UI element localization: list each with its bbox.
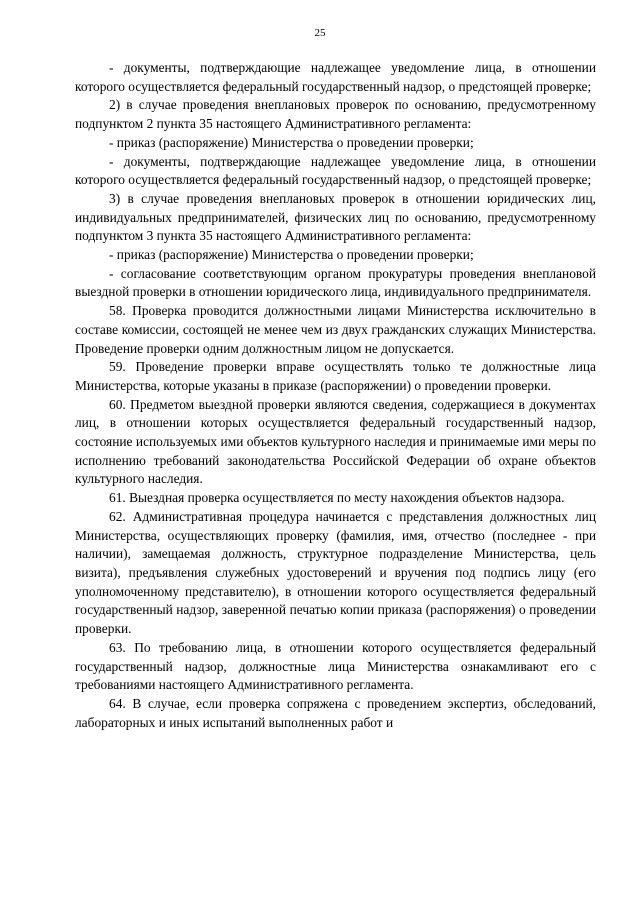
paragraph-case-2-unscheduled: 2) в случае проведения внеплановых проверок по основанию, предусмотренному подпунктом 2 пункта 35 настоящего Административного регламента: (75, 97, 596, 132)
paragraph-case-3-unscheduled: 3) в случае проведения внеплановых проверок в отношении юридических лиц, индивидуальных предпринимателей, физических лиц по основанию, предусмотренному подпунктом 3 пункта 35 настоящего Административного регламента: (75, 190, 596, 244)
paragraph-61: 61. Выездная проверка осуществляется по месту нахождения объектов надзора. (109, 490, 565, 506)
paragraph-notification-documents-1: - документы, подтверждающие надлежащее уведомление лица, в отношении которого осуществляется федеральный государственный надзор, о предстоящей проверке; (75, 60, 596, 94)
paragraph-58: 58. Проверка проводится должностными лицами Министерства исключительно в составе комиссии, состоящей не менее чем из двух гражданских служащих Министерства. Проведение проверки одним должностным лицом не допускается. (75, 303, 596, 356)
page-number: 25 (314, 27, 326, 39)
paragraph-60: 60. Предметом выездной проверки являются сведения, содержащиеся в документах лиц, в отношении которых осуществляется федеральный государственный надзор, состояние используемых ими объектов культурного наследия и принимаемые ими меры по исполнению требований законодательства Российской Федерации об охране объектов культурного наследия. (75, 396, 596, 487)
paragraph-order-2: - приказ (распоряжение) Министерства о проведении проверки; (109, 247, 474, 263)
paragraph-notification-documents-2: - документы, подтверждающие надлежащее уведомление лица, в отношении которого осуществляется федеральный государственный надзор, о предстоящей проверке; (75, 153, 596, 188)
paragraph-prosecutor-approval: - согласование соответствующим органом прокуратуры проведения внеплановой выездной проверки в отношении юридического лица, индивидуального предпринимателя. (75, 265, 596, 300)
paragraph-62: 62. Административная процедура начинается с представления должностных лиц Министерства, осуществляющих проверку (фамилия, имя, отчество (последнее - при наличии), замещаемая должность, структурное подразделение Министерства, цель визита), предъявления служебных удостоверений и вручения под подпись лицу (его уполномоченному представителю), в отношении которого осуществляется федеральный государственный надзор, заверенной печатью копии приказа (распоряжения) о проведении проверки. (75, 508, 596, 637)
paragraph-64: 64. В случае, если проверка сопряжена с проведением экспертиз, обследований, лабораторных и иных испытаний выполненных работ и (75, 695, 596, 730)
paragraph-order-1: - приказ (распоряжение) Министерства о проведении проверки; (109, 134, 474, 150)
document-body (75, 59, 596, 732)
paragraph-59: 59. Проведение проверки вправе осуществлять только те должностные лица Министерства, которые указаны в приказе (распоряжении) о проведении проверки. (75, 359, 596, 393)
paragraph-63: 63. По требованию лица, в отношении которого осуществляется федеральный государственный надзор, должностные лица Министерства ознакамливают его с требованиями настоящего Административного регламента. (75, 639, 596, 693)
